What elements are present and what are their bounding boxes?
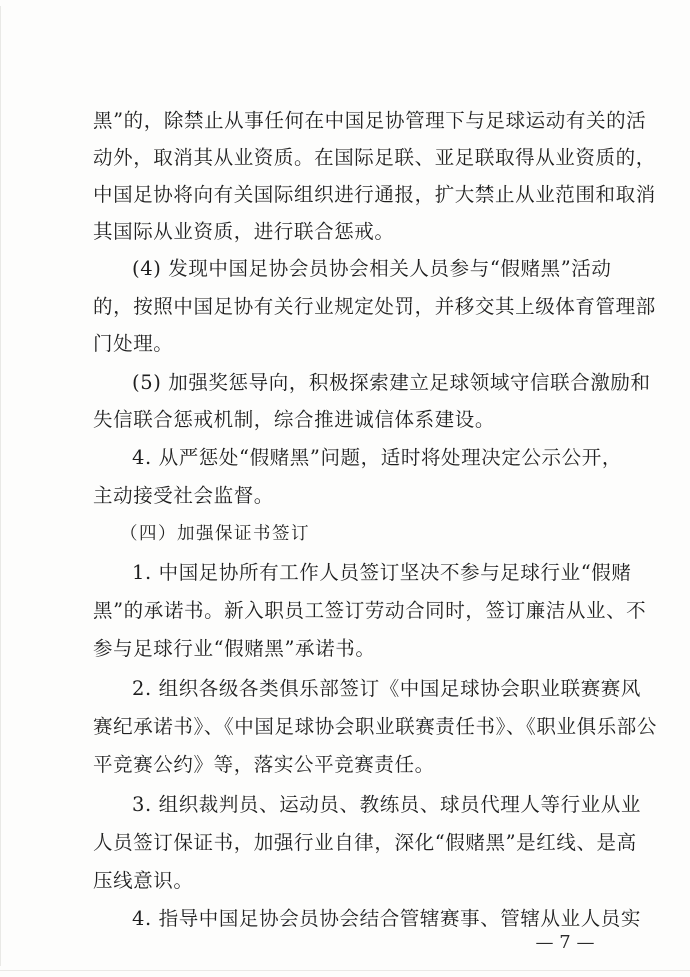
text-line: 失信联合惩戒机制，综合推进诚信体系建设。 — [93, 408, 496, 431]
text-line: 主动接受社会监督。 — [93, 484, 274, 507]
section-heading: （四）加强保证书签订 — [120, 524, 310, 544]
text-line: (5) 加强奖惩导向，积极探索建立足球领域守信联合激励和 — [132, 371, 651, 394]
page-number: — 7 — — [535, 932, 595, 953]
text-line: 赛纪承诺书》、《中国足球协会职业联赛责任书》、《职业俱乐部公 — [93, 715, 658, 738]
text-line: 动外，取消其从业资质。在国际足联、亚足联取得从业资质的， — [93, 146, 656, 169]
scan-artifact — [0, 970, 690, 971]
text-line: 的，按照中国足协有关行业规定处罚，并移交其上级体育管理部 — [93, 295, 656, 318]
text-line: 中国足协将向有关国际组织进行通报，扩大禁止从业范围和取消 — [93, 183, 656, 206]
text-line: 3. 组织裁判员、运动员、教练员、球员代理人等行业从业 — [132, 793, 642, 816]
text-line: 平竞赛公约》等，落实公平竞赛责任。 — [93, 753, 435, 776]
text-line: (4) 发现中国足协会员协会相关人员参与“假赌黑”活动 — [132, 257, 612, 280]
text-line: 黑”的，除禁止从事任何在中国足协管理下与足球运动有关的活 — [93, 109, 647, 132]
text-line: 压线意识。 — [93, 869, 194, 892]
text-line: 1. 中国足协所有工作人员签订坚决不参与足球行业“假赌 — [132, 561, 632, 584]
text-line: 4. 指导中国足协会员协会结合管辖赛事、管辖从业人员实 — [132, 907, 642, 930]
text-line: 2. 组织各级各类俱乐部签订《中国足球协会职业联赛赛风 — [132, 677, 642, 700]
text-line: 黑”的承诺书。新入职员工签订劳动合同时，签订廉洁从业、不 — [93, 599, 647, 622]
text-line: 4. 从严惩处“假赌黑”问题，适时将处理决定公示公开， — [132, 446, 622, 469]
text-line: 其国际从业资质，进行联合惩戒。 — [93, 220, 395, 243]
text-line: 门处理。 — [93, 332, 174, 355]
text-line: 参与足球行业“假赌黑”承诺书。 — [93, 637, 376, 660]
text-line: 人员签订保证书，加强行业自律，深化“假赌黑”是红线、是高 — [93, 831, 637, 854]
